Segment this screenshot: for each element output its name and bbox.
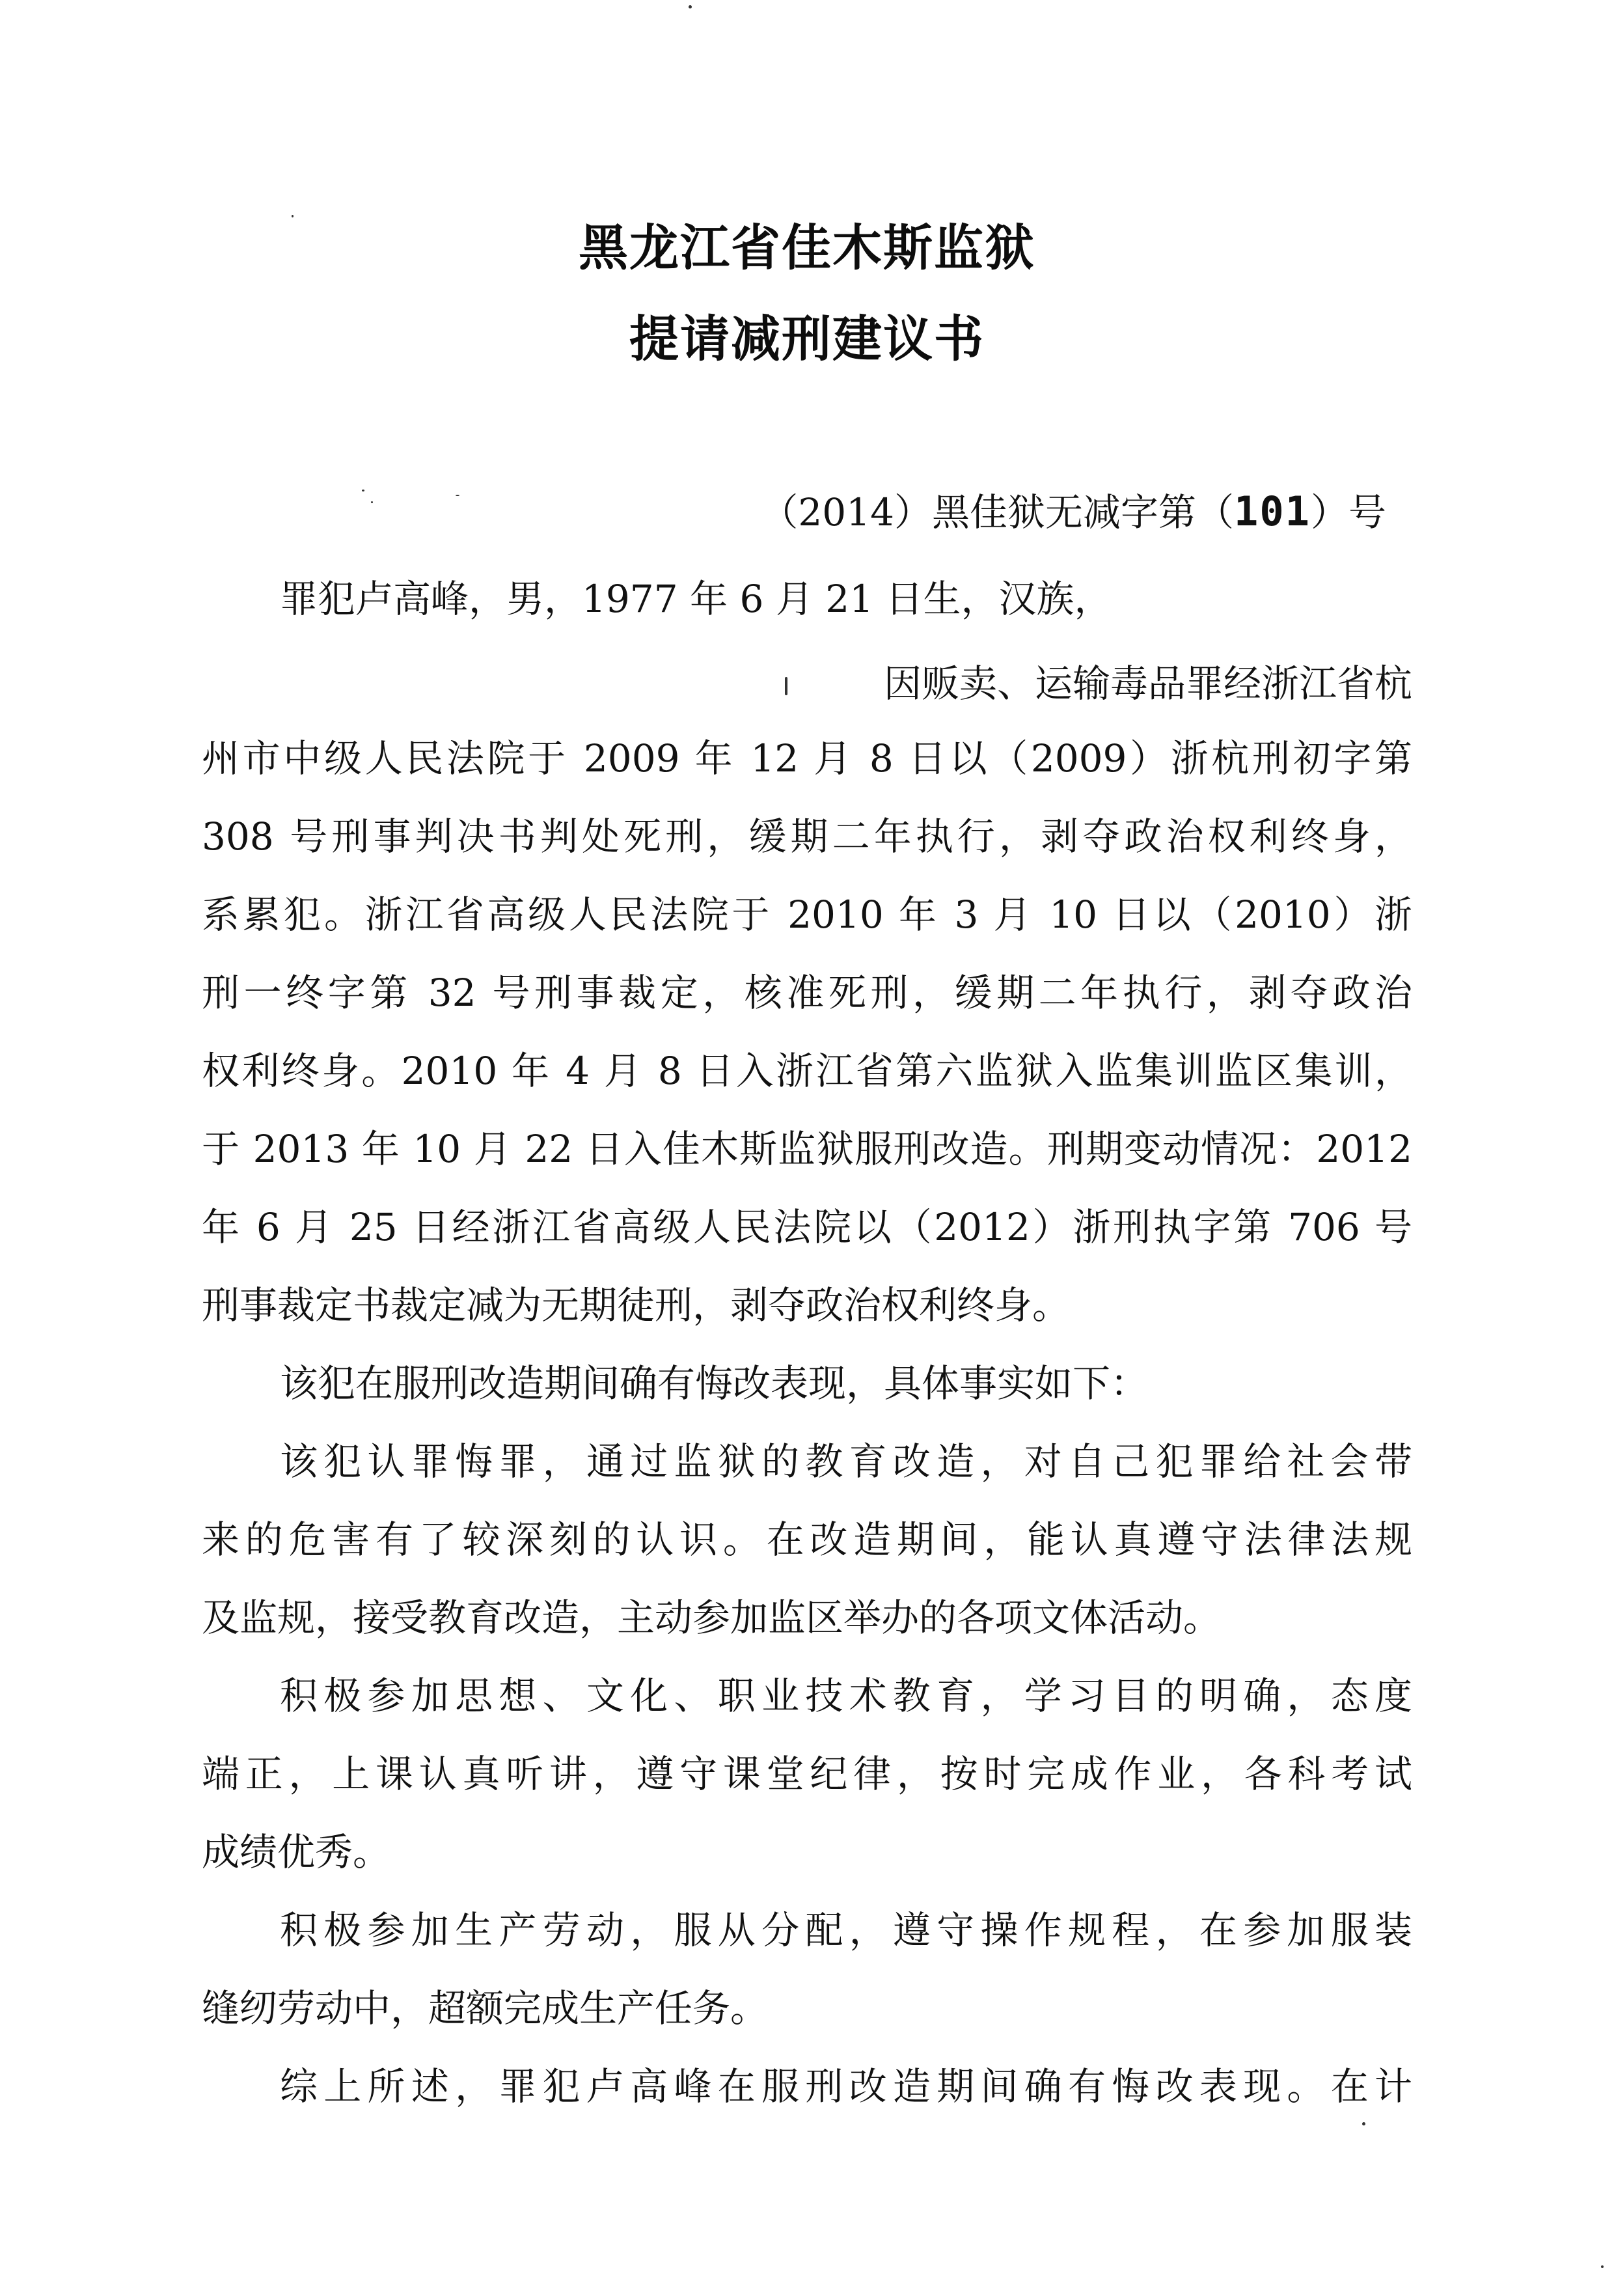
body-line: 权利终身。2010 年 4 月 8 日入浙江省第六监狱入监集训监区集训， [202, 1049, 1412, 1093]
body-line: 来的危害有了较深刻的认识。在改造期间，能认真遵守法律法规 [202, 1517, 1412, 1562]
document-number-prefix: （2014）黑佳狱无减字第（ [760, 490, 1234, 534]
document-number [760, 482, 1386, 536]
body-line: 成绩优秀。 [202, 1830, 391, 1874]
body-line: 及监规，接受教育改造，主动参加监区举办的各项文体活动。 [202, 1596, 1222, 1640]
document-title-line1: 黑龙江省佳木斯监狱 [579, 219, 1035, 277]
body-line: 积极参加生产劳动，服从分配，遵守操作规程，在参加服装 [280, 1908, 1412, 1952]
scan-speck [1601, 2265, 1604, 2268]
body-line: 系累犯。浙江省高级人民法院于 2010 年 3 月 10 日以（2010）浙 [202, 892, 1412, 937]
body-line: 刑一终字第 32 号刑事裁定，核准死刑，缓期二年执行，剥夺政治 [202, 971, 1412, 1015]
scan-speck [456, 495, 459, 496]
body-line: 于 2013 年 10 月 22 日入佳木斯监狱服刑改造。刑期变动情况：2012 [202, 1127, 1412, 1171]
body-line: 该犯在服刑改造期间确有悔改表现，具体事实如下： [280, 1361, 1149, 1405]
body-line: 罪犯卢高峰，男，1977 年 6 月 21 日生，汉族， [280, 577, 1112, 621]
scan-speck [371, 501, 373, 503]
scan-speck [785, 677, 787, 695]
body-line: 积极参加思想、文化、职业技术教育，学习目的明确，态度 [280, 1674, 1412, 1718]
document-number-value: 101 [1234, 488, 1311, 535]
document-title-line2: 提请减刑建议书 [629, 310, 985, 368]
document-number-suffix: ）号 [1310, 490, 1386, 534]
body-line: 州市中级人民法院于 2009 年 12 月 8 日以（2009）浙杭刑初字第 [202, 736, 1412, 781]
body-line: 该犯认罪悔罪，通过监狱的教育改造，对自己犯罪给社会带 [280, 1439, 1412, 1484]
body-line: 因贩卖、运输毒品罪经浙江省杭 [883, 661, 1412, 706]
scan-speck [292, 215, 294, 217]
body-line: 端正，上课认真听讲，遵守课堂纪律，按时完成作业，各科考试 [202, 1752, 1412, 1796]
scan-speck [362, 490, 364, 491]
body-line: 308 号刑事判决书判处死刑，缓期二年执行，剥夺政治权利终身， [202, 814, 1412, 859]
body-line: 缝纫劳动中，超额完成生产任务。 [202, 1986, 769, 2030]
scan-speck [689, 5, 692, 8]
body-line: 综上所述，罪犯卢高峰在服刑改造期间确有悔改表现。在计 [280, 2064, 1412, 2109]
scan-speck [1362, 2122, 1365, 2125]
body-line: 年 6 月 25 日经浙江省高级人民法院以（2012）浙刑执字第 706 号 [202, 1205, 1412, 1249]
body-line: 刑事裁定书裁定减为无期徒刑，剥夺政治权利终身。 [202, 1283, 1071, 1327]
